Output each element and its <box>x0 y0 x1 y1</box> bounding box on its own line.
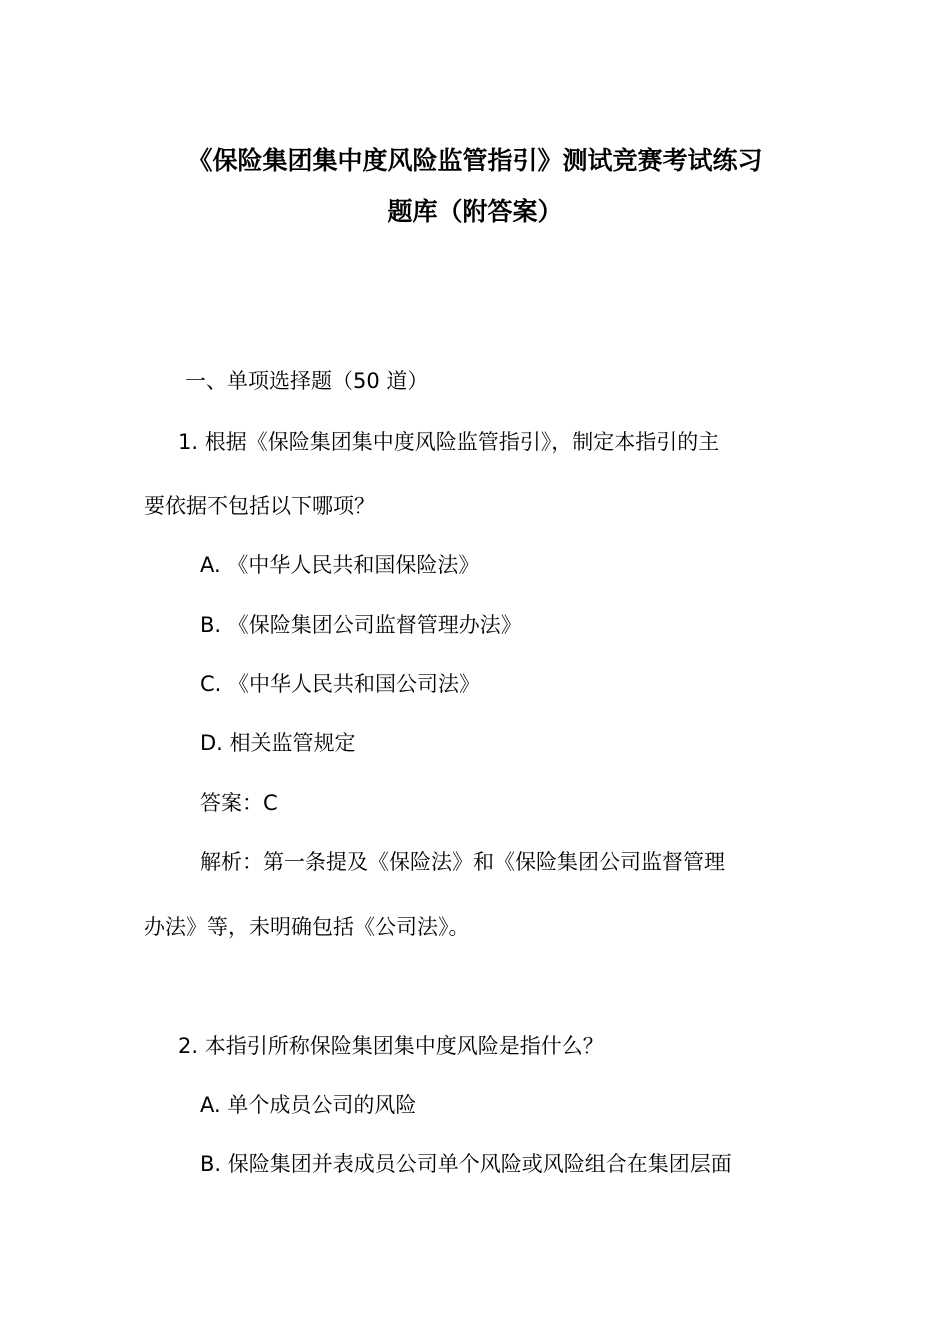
question-1-analysis-line-2: 办法》等，未明确包括《公司法》。 <box>144 915 470 939</box>
question-2-stem-line-1: 2. 本指引所称保险集团集中度风险是指什么？ <box>178 1034 604 1058</box>
question-1-option-a: A. 《中华人民共和国保险法》 <box>200 553 480 577</box>
question-1-stem-line-2: 要依据不包括以下哪项？ <box>144 494 375 518</box>
question-1-answer: 答案：C <box>200 791 278 815</box>
question-1-option-d: D. 相关监管规定 <box>200 731 356 755</box>
question-1-analysis-line-1: 解析：第一条提及《保险法》和《保险集团公司监督管理 <box>200 850 725 874</box>
question-1-option-b: B. 《保险集团公司监督管理办法》 <box>200 613 522 637</box>
document-title-line-2: 题库（附答案） <box>387 197 563 226</box>
question-1-option-c: C. 《中华人民共和国公司法》 <box>200 672 481 696</box>
question-2-option-b: B. 保险集团并表成员公司单个风险或风险组合在集团层面 <box>200 1152 732 1176</box>
question-1-stem-line-1: 1. 根据《保险集团集中度风险监管指引》，制定本指引的主 <box>178 430 720 454</box>
question-2-option-a: A. 单个成员公司的风险 <box>200 1093 417 1117</box>
document-title-line-1: 《保险集团集中度风险监管指引》测试竞赛考试练习 <box>187 146 763 175</box>
section-heading: 一、单项选择题（50 道） <box>185 369 429 393</box>
